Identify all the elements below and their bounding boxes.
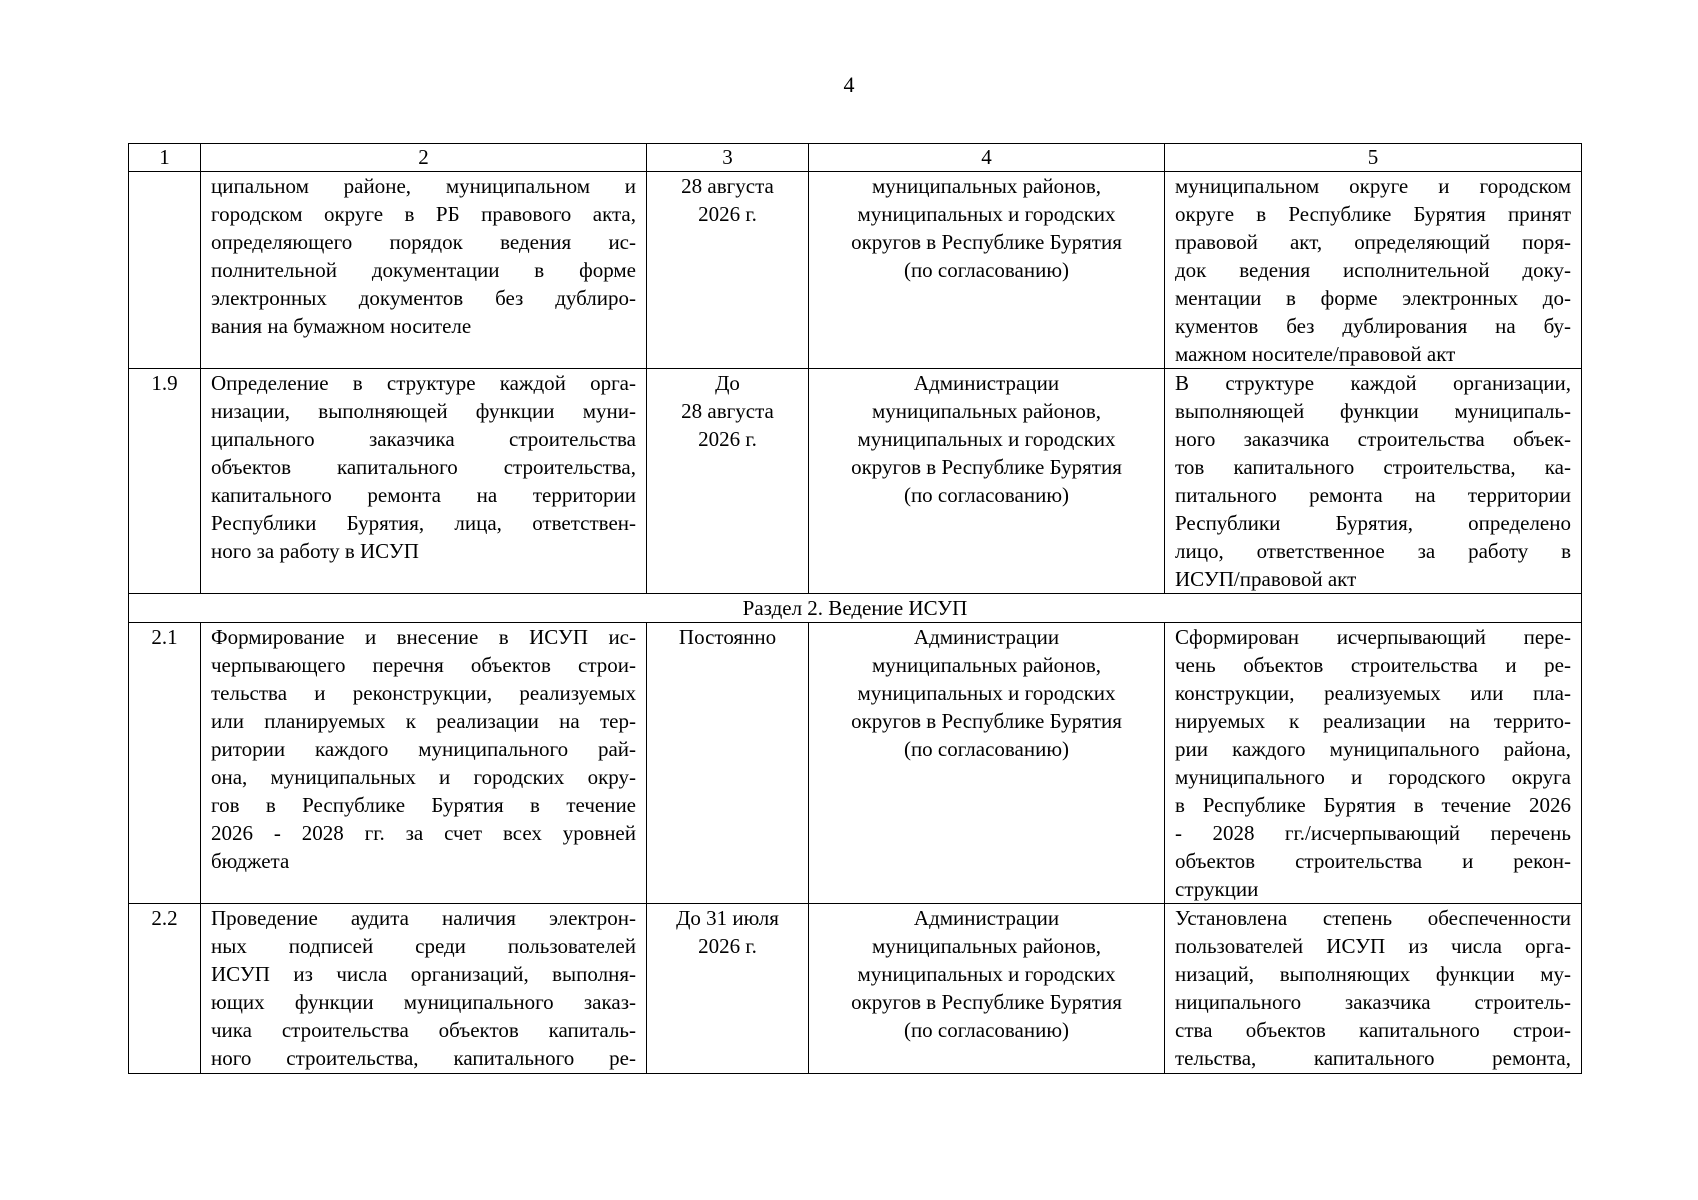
column-header-4: 4	[809, 144, 1165, 172]
text-line: ментации в форме электронных до-	[1175, 286, 1571, 310]
text-line: (по согласованию)	[903, 258, 1070, 282]
action-cell	[201, 904, 647, 1074]
result-cell	[1165, 904, 1582, 1074]
result-cell	[1165, 172, 1582, 369]
table-row-1-9	[129, 369, 1582, 594]
text-line: муниципальных районов,	[871, 653, 1102, 677]
text-line: ритории каждого муниципального рай-	[211, 737, 636, 761]
text-line: тельства, капитального ремонта,	[1175, 1046, 1571, 1070]
text-line: полнительной документации в форме	[211, 258, 636, 282]
table-row-continued	[129, 172, 1582, 369]
row-number-cell: 2.1	[129, 623, 201, 904]
table-row-2-1	[129, 623, 1582, 904]
text-line: (по согласованию)	[903, 737, 1070, 761]
text-line: док ведения исполнительной доку-	[1175, 258, 1571, 282]
action-plan-table	[128, 143, 1582, 1074]
text-line: чень объектов строительства и ре-	[1175, 653, 1571, 677]
text-line: ципального заказчика строительства	[211, 427, 636, 451]
responsible-cell	[809, 623, 1165, 904]
text-line: До 31 июля	[676, 906, 779, 930]
text-line: Определение в структуре каждой орга-	[211, 371, 636, 395]
row-number-cell: 2.2	[129, 904, 201, 1074]
text-line: Администрации	[913, 371, 1060, 395]
text-line: бюджета	[211, 849, 290, 873]
text-line: Сформирован исчерпывающий пере-	[1175, 625, 1571, 649]
text-line: мажном носителе/правовой акт	[1175, 342, 1456, 366]
deadline-cell	[647, 369, 809, 594]
column-header-1: 1	[129, 144, 201, 172]
text-line: лицо, ответственное за работу в	[1175, 539, 1571, 563]
text-line: Постоянно	[678, 625, 777, 649]
deadline-cell	[647, 904, 809, 1074]
responsible-cell	[809, 904, 1165, 1074]
text-line: тов капитального строительства, ка-	[1175, 455, 1571, 479]
text-line: Формирование и внесение в ИСУП ис-	[211, 625, 636, 649]
text-line: ющих функции муниципального заказ-	[211, 990, 636, 1014]
text-line: ного за работу в ИСУП	[211, 539, 419, 563]
text-line: округов в Республике Бурятия	[851, 455, 1122, 479]
text-line: 2026 г.	[698, 427, 757, 451]
text-line: муниципальных и городских	[857, 681, 1116, 705]
text-line: Республики Бурятия, определено	[1175, 511, 1571, 535]
table-header-row	[129, 144, 1582, 172]
text-line: округов в Республике Бурятия	[851, 230, 1122, 254]
text-line: питального ремонта на территории	[1175, 483, 1571, 507]
text-line: она, муниципальных и городских окру-	[211, 765, 636, 789]
text-line: ства объектов капитального строи-	[1175, 1018, 1571, 1042]
action-cell	[201, 623, 647, 904]
text-line: Проведение аудита наличия электрон-	[211, 906, 636, 930]
text-line: ного строительства, капитального ре-	[211, 1046, 636, 1070]
text-line: объектов строительства и рекон-	[1175, 849, 1571, 873]
text-line: ных подписей среди пользователей	[211, 934, 636, 958]
text-line: конструкции, реализуемых или пла-	[1175, 681, 1571, 705]
text-line: муниципальных и городских	[857, 962, 1116, 986]
text-line: муниципальных районов,	[871, 399, 1102, 423]
row-number-cell: 1.9	[129, 369, 201, 594]
text-line: электронных документов без дублиро-	[211, 286, 636, 310]
text-line: капитального ремонта на территории	[211, 483, 636, 507]
table-row-2-2	[129, 904, 1582, 1074]
text-line: ИСУП из числа организаций, выполня-	[211, 962, 636, 986]
text-line: (по согласованию)	[903, 1018, 1070, 1042]
responsible-cell	[809, 369, 1165, 594]
text-line: Республики Бурятия, лица, ответствен-	[211, 511, 636, 535]
action-cell	[201, 172, 647, 369]
text-line: В структуре каждой организации,	[1175, 371, 1571, 395]
text-line: нируемых к реализации на террито-	[1175, 709, 1571, 733]
text-line: муниципального и городского округа	[1175, 765, 1571, 789]
text-line: рии каждого муниципального района,	[1175, 737, 1571, 761]
result-cell	[1165, 369, 1582, 594]
text-line: в Республике Бурятия в течение 2026	[1175, 793, 1571, 817]
text-line: Администрации	[913, 906, 1060, 930]
text-line: кументов без дублирования на бу-	[1175, 314, 1571, 338]
page-number: 4	[843, 72, 855, 97]
text-line: струкции	[1175, 877, 1259, 901]
text-line: - 2028 гг./исчерпывающий перечень	[1175, 821, 1571, 845]
text-line: округов в Республике Бурятия	[851, 709, 1122, 733]
column-header-3: 3	[647, 144, 809, 172]
column-header-5: 5	[1165, 144, 1582, 172]
text-line: 2026 г.	[698, 934, 757, 958]
text-line: определяющего порядок ведения ис-	[211, 230, 636, 254]
text-line: округов в Республике Бурятия	[851, 990, 1122, 1014]
text-line: муниципальных и городских	[857, 427, 1116, 451]
text-line: выполняющей функции муниципаль-	[1175, 399, 1571, 423]
text-line: городском округе в РБ правового акта,	[211, 202, 636, 226]
text-line: пользователей ИСУП из числа орга-	[1175, 934, 1571, 958]
text-line: муниципальных районов,	[871, 174, 1102, 198]
text-line: округе в Республике Бурятия принят	[1175, 202, 1571, 226]
section-heading-row	[129, 594, 1582, 623]
text-line: муниципальных и городских	[857, 202, 1116, 226]
text-line: низаций, выполняющих функции му-	[1175, 962, 1571, 986]
deadline-cell	[647, 172, 809, 369]
text-line: 2026 г.	[698, 202, 757, 226]
column-header-2: 2	[201, 144, 647, 172]
text-line: Установлена степень обеспеченности	[1175, 906, 1571, 930]
action-cell	[201, 369, 647, 594]
section-heading: Раздел 2. Ведение ИСУП	[129, 594, 1582, 623]
text-line: ного заказчика строительства объек-	[1175, 427, 1571, 451]
text-line: муниципальных районов,	[871, 934, 1102, 958]
text-line: ципальном районе, муниципальном и	[211, 174, 636, 198]
responsible-cell	[809, 172, 1165, 369]
text-line: 28 августа	[681, 174, 774, 198]
text-line: или планируемых к реализации на тер-	[211, 709, 636, 733]
text-line: (по согласованию)	[903, 483, 1070, 507]
text-line: низации, выполняющей функции муни-	[211, 399, 636, 423]
text-line: Администрации	[913, 625, 1060, 649]
text-line: ИСУП/правовой акт	[1175, 567, 1357, 591]
text-line: ниципального заказчика строитель-	[1175, 990, 1571, 1014]
text-line: гов в Республике Бурятия в течение	[211, 793, 636, 817]
text-line: муниципальном округе и городском	[1175, 174, 1571, 198]
text-line: объектов капитального строительства,	[211, 455, 636, 479]
text-line: чика строительства объектов капиталь-	[211, 1018, 636, 1042]
text-line: 28 августа	[681, 399, 774, 423]
text-line: вания на бумажном носителе	[211, 314, 472, 338]
deadline-cell	[647, 623, 809, 904]
text-line: черпывающего перечня объектов строи-	[211, 653, 636, 677]
text-line: До	[715, 371, 740, 395]
text-line: 2026 - 2028 гг. за счет всех уровней	[211, 821, 636, 845]
result-cell	[1165, 623, 1582, 904]
row-number-cell	[129, 172, 201, 369]
text-line: правовой акт, определяющий поря-	[1175, 230, 1571, 254]
text-line: тельства и реконструкции, реализуемых	[211, 681, 636, 705]
